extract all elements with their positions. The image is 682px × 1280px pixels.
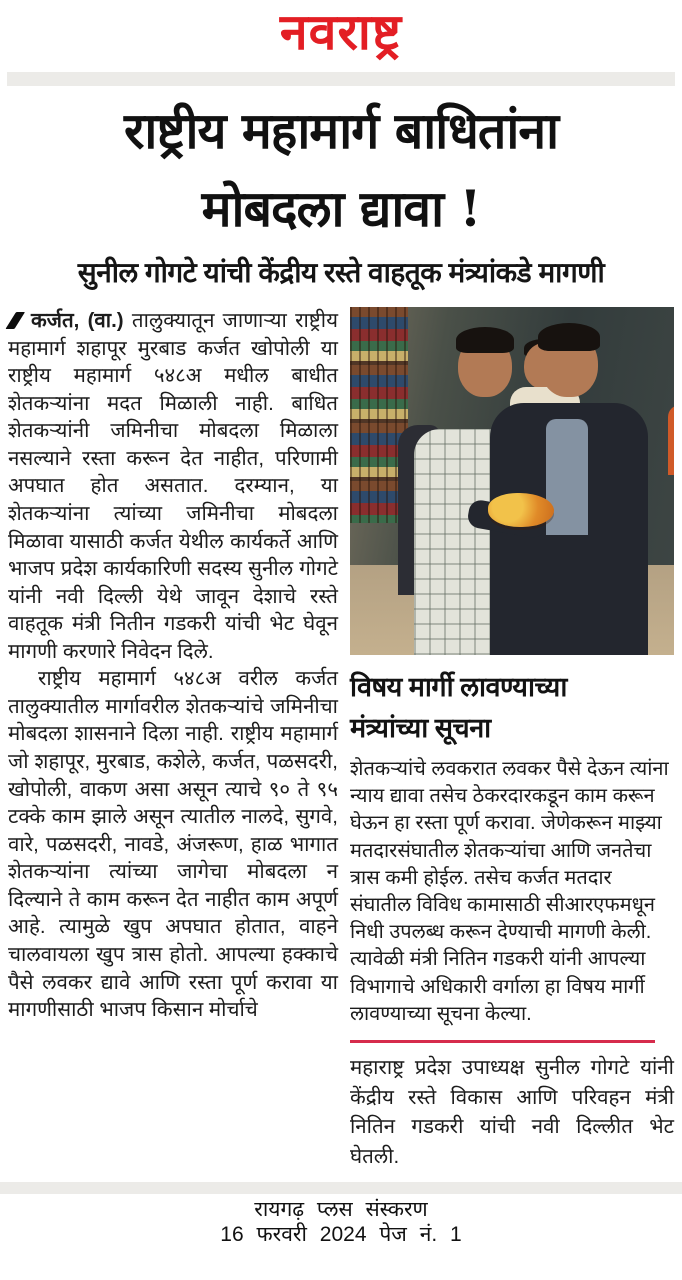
photo-heading-line-2: मंत्र्यांच्या सूचना [350, 712, 491, 743]
news-pointer-icon [5, 312, 25, 329]
page-footer [0, 1182, 682, 1248]
photo-person-shirt [668, 405, 674, 475]
photo-right-man-hair [538, 323, 600, 351]
photo-heading-line-1: विषय मार्गी लावण्याच्या [350, 672, 567, 702]
paragraph-1-text: तालुक्यातून जाणाऱ्या राष्ट्रीय महामार्ग शहापूर मुरबाड कर्जत खोपोली या राष्ट्रीय महामार्ग ५४८अ मधील बाधीत शेतकऱ्यांना मदत मिळाली नाही. बाधित शेतकऱ्यांनी जमिनीचा मोबदला मिळाला नसल्याने रस्ता करून देत नाहीत, परिणामी अपघात होत असतात. दरम्यान, या शेतकऱ्यांना त्यांच्या जमिनीचा मोबदला मिळावा यासाठी कर्जत येथील कार्यकर्ते आणि भाजप प्रदेश कार्यकारिणी सदस्य सुनील गोगटे यांनी नवी दिल्ली येथे जावून देशाचे रस्ते वाहतूक मंत्री नितीन गडकरी यांची भेट घेवून मागणी करणारे निवेदन दिले. [8, 309, 338, 663]
scan-band-bottom [0, 1182, 682, 1194]
sub-headline: सुनील गोगटे यांची केंद्रीय रस्ते वाहतूक मंत्र्यांकडे मागणी [77, 257, 605, 288]
scan-band-top [7, 72, 675, 86]
photo-left-man-hair [456, 327, 514, 353]
article-paragraph-1 [8, 307, 338, 665]
article-columns [0, 307, 682, 1172]
article-photo [350, 307, 674, 655]
headline-line-2: मोबदला द्यावा ! [201, 178, 481, 238]
masthead [0, 0, 682, 72]
edition-date-page: 16 फरवरी 2024 पेज नं. 1 [220, 1222, 462, 1246]
dateline: कर्जत, (वा.) [31, 309, 124, 332]
photo-bouquet [488, 493, 554, 527]
article-paragraph-2: राष्ट्रीय महामार्ग ५४८अ वरील कर्जत तालुक्यातील मार्गावरील शेतकऱ्यांचे जमिनीचा मोबदला शासनाने दिला नाही. राष्ट्रीय महामार्ग जो शहापूर, मुरबाड, कशेले, कर्जत, पळसदरी, खोपोली, वाकण असा असून त्याचे ९० ते ९५ टक्के काम झाले असून त्यातील नालदे, सुगवे, वारे, पळसदरी, नावडे, अंजरूण, हाळ भागात शेतकऱ्यांना त्यांच्या जागेचा मोबदला न दिल्याने ते काम करून देत नाहीत काम अपूर्ण आहे. त्यामुळे खुप अपघात होतात, वाहने चालवायला खुप त्रास होतो. आपल्या हक्काचे पैसे लवकर द्यावे आणि रस्ता पूर्ण करावा या मागणीसाठी भाजप किसान मोर्चाचे [8, 667, 338, 1022]
article-left-column [8, 307, 338, 1172]
closing-paragraph: महाराष्ट्र प्रदेश उपाध्यक्ष सुनील गोगटे यांनी केंद्रीय रस्ते विकास आणि परिवहन मंत्री नितिन गडकरी यांची नवी दिल्लीत भेट घेतली. [350, 1055, 674, 1169]
newspaper-logo: नवराष्ट्र [279, 4, 403, 60]
article-right-column [350, 307, 674, 1172]
main-headline [0, 92, 682, 247]
photo-right-man-shirt [546, 419, 588, 535]
headline-line-1: राष्ट्रीय महामार्ग बाधितांना [123, 101, 559, 160]
photo-section-heading [350, 667, 674, 748]
photo-caption-text: शेतकऱ्यांचे लवकरात लवकर पैसे देऊन त्यांना न्याय द्यावा तसेच ठेकरदारकडून काम करून घेऊन हा रस्ता पूर्ण करावा. जेणेकरून माझ्या मतदारसंघातील शेतकऱ्यांचा आणि जनतेचा त्रास कमी होईल. तसेच कर्जत मतदार संघातील विविध कामासाठी सीआरएफमधून निधी उपलब्ध करून देण्याची मागणी केली. त्यावेळी मंत्री नितिन गडकरी यांनी आपल्या विभागाचे अधिकारी वर्गाला हा विषय मार्गी लावण्याच्या सूचना केल्या. [350, 758, 669, 1025]
red-separator-rule [350, 1040, 655, 1043]
edition-name: रायगढ़ प्लस संस्करण [254, 1197, 428, 1221]
